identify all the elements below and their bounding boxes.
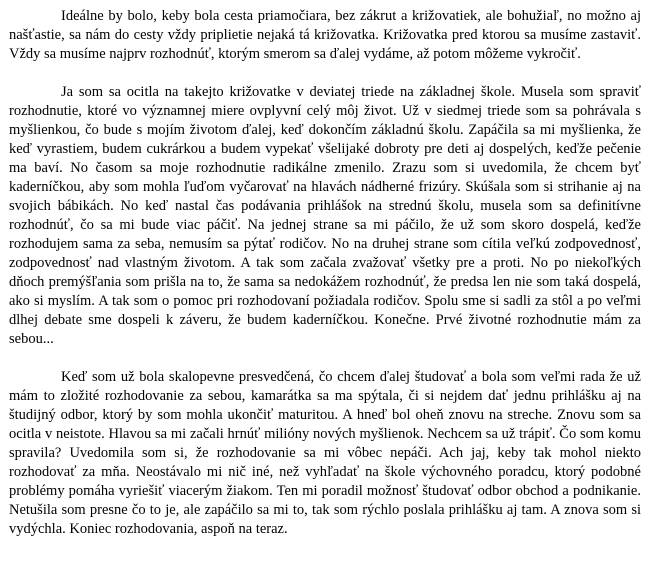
paragraph-2: Ja som sa ocitla na takejto križovatke v deviatej triede na základnej škole. Musela som spraviť rozhodnutie, ktoré vo významnej miere ovplyvní celý môj život. Už v siedmej triede som sa pohrávala s myšlienkou, čo bude s mojím životom ďalej, keď dokončím základnú školu. Zapáčila sa mi myšlienka, že keď vyrastiem, budem cukrárkou a budem vypekať všelijaké dobroty pre deti aj dospelých, keďže pečenie ma baví. No časom sa moje rozhodnutie radikálne zmenilo. Zrazu som si uvedomila, že chcem byť kaderníčkou, aby som mohla ľuďom vyčarovať na hlavách nádherné frizúry. Skúšala som si strihanie aj na svojich bábikách. No keď nastal čas podávania prihlášok na strednú školu, musela som sa definitívne rozhodnúť, čo sa mi bude viac páčiť. Na jednej strane sa mi páčilo, že už som skoro dospelá, keďže rozhodujem sama za seba, nemusím sa pýtať rodičov. No na druhej strane som cítila veľkú zodpovednosť, zodpovednosť nad vlastným životom. A tak som začala zvažovať všetky pre a proti. No po niekoľkých dňoch premýšľania som prišla na to, že sama sa nedokážem rozhodnúť, že predsa len nie som taká dospelá, ako si myslím. A tak som o pomoc pri rozhodovaní požiadala rodičov. Spolu sme si sadli za stôl a po veľmi dlhej debate sme dospeli k záveru, že budem kaderníčkou. Konečne. Prvé životné rozhodnutie mám za sebou... — [9, 84, 641, 347]
paragraph-1: Ideálne by bolo, keby bola cesta priamočiara, bez zákrut a križovatiek, ale bohužiaľ, no možno aj našťastie, sa nám do cesty vždy priplietie nejaká tá križovatka. Križovatka pred ktorou sa musíme zastaviť. Vždy sa musíme najprv rozhodnúť, ktorým smerom sa ďalej vydáme, až potom môžeme vykročiť. — [9, 8, 641, 62]
paragraph-3: Keď som už bola skalopevne presvedčená, čo chcem ďalej študovať a bola som veľmi rada že už mám to zložité rozhodovanie za sebou, kamarátka sa ma spýtala, či si nejdem dať jednu prihlášku aj na študijný odbor, ktorý by som mohla ukončiť maturitou. A hneď bol oheň znovu na streche. Znovu som sa ocitla v neistote. Hlavou sa mi začali hrnúť milióny nových myšlienok. Nechcem sa už trápiť. Čo som komu spravila? Uvedomila som si, že rozhodovanie sa mi vôbec nepáči. Ach jaj, keby tak mohol niekto rozhodovať za mňa. Neostávalo mi nič iné, než vyhľadať na škole výchovného poradcu, ktorý podobné problémy pomáha vyriešiť viacerým žiakom. Ten mi poradil možnosť študovať odbor obchod a podnikanie. Netušila som presne čo to je, ale zapáčilo sa mi to, tak som rýchlo poslala prihlášku aj tam. A znova som si vydýchla. Koniec rozhodovania, aspoň na teraz. — [9, 369, 641, 537]
